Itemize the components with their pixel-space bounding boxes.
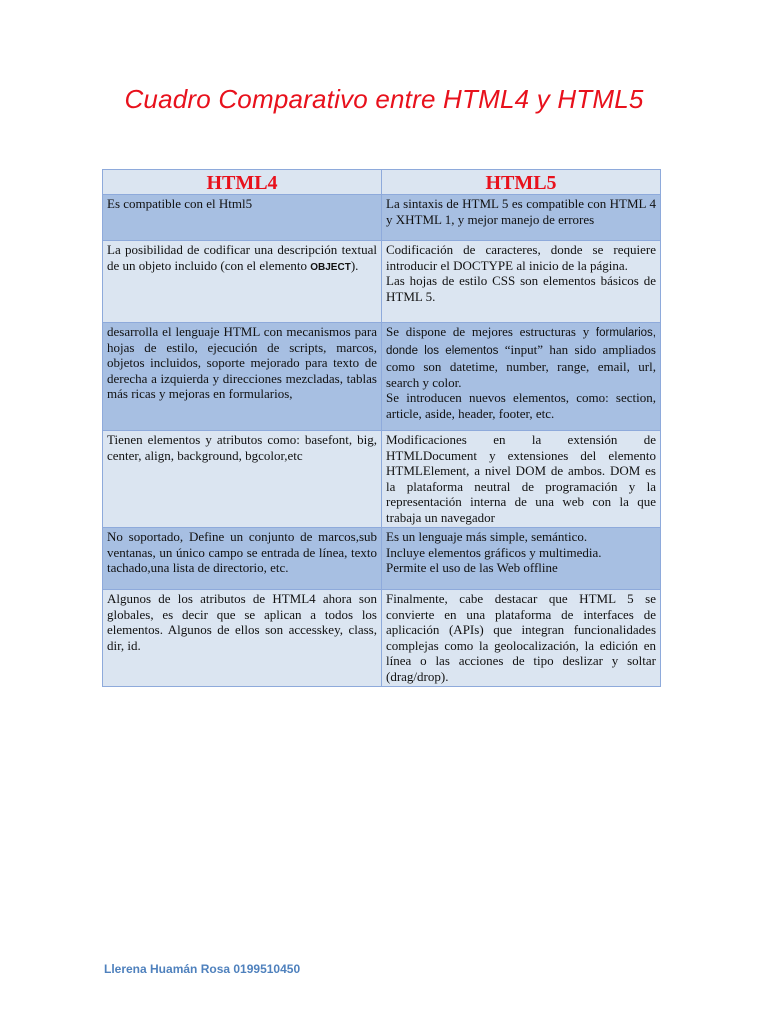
footer-author: Llerena Huamán Rosa 0199510450 bbox=[104, 962, 301, 976]
cell-html4 bbox=[103, 241, 382, 323]
cell-text-sans: formularios, donde los elementos bbox=[386, 327, 656, 357]
header-html4: HTML4 bbox=[103, 170, 382, 195]
cell-html4: desarrolla el lenguaje HTML con mecanismos para hojas de estilo, ejecución de scripts, marcos, objetos incluidos, soporte mejorado para texto de derecha a izquierda y direcciones mezcladas, tablas más ricas y mejoras en formularios, bbox=[103, 323, 382, 431]
cell-line: Permite el uso de las Web offline bbox=[386, 560, 558, 575]
table-row bbox=[103, 431, 661, 528]
table-row bbox=[103, 528, 661, 590]
cell-html5: Modificaciones en la extensión de HTMLDocument y extensiones del elemento HTMLElement, a nivel DOM de ambos. DOM es la plataforma neutral de programación y la representación interna de una web con la que trabaja un navegador bbox=[382, 431, 661, 528]
cell-text: ). bbox=[350, 257, 359, 273]
cell-html4: Tienen elementos y atributos como: basefont, big, center, align, background, bgcolor,etc bbox=[103, 431, 382, 528]
cell-html5 bbox=[382, 528, 661, 590]
cell-html5 bbox=[382, 323, 661, 431]
table-row bbox=[103, 323, 661, 431]
comparison-table bbox=[102, 169, 661, 687]
cell-line: Es un lenguaje más simple, semántico. bbox=[386, 529, 588, 544]
document-title: Cuadro Comparativo entre HTML4 y HTML5 bbox=[124, 84, 644, 114]
cell-html4: Es compatible con el Html5 bbox=[103, 195, 382, 241]
cell-line: Incluye elementos gráficos y multimedia. bbox=[386, 544, 602, 560]
cell-html5: La sintaxis de HTML 5 es compatible con HTML 4 y XHTML 1, y mejor manejo de errores bbox=[382, 195, 661, 241]
cell-line: Codificación de caracteres, donde se requiere introducir el DOCTYPE al inicio de la página. bbox=[386, 242, 656, 273]
cell-text: “input” han sido ampliados como son datetime, number, range, email, url, search y color. bbox=[386, 341, 656, 390]
cell-text: La posibilidad de codificar una descripción textual de un objeto incluido (con el elemento bbox=[107, 242, 377, 273]
cell-line bbox=[386, 324, 656, 390]
cell-html4: Algunos de los atributos de HTML4 ahora son globales, es decir que se aplican a todos los elementos. Algunos de ellos son accesskey, class, dir, id. bbox=[103, 590, 382, 687]
cell-html5: Finalmente, cabe destacar que HTML 5 se convierte en una plataforma de interfaces de aplicación (APIs) que integran funcionalidades complejas como la geolocalización, la edición en línea o las acciones de tipo deslizar y soltar (drag/drop). bbox=[382, 590, 661, 687]
cell-line: Las hojas de estilo CSS son elementos básicos de HTML 5. bbox=[386, 273, 656, 304]
table-row bbox=[103, 590, 661, 687]
table-header-row bbox=[103, 170, 661, 195]
cell-html4: No soportado, Define un conjunto de marcos,sub ventanas, un único campo se entrada de línea, texto tachado,una lista de directorio, etc. bbox=[103, 528, 382, 590]
cell-html5 bbox=[382, 241, 661, 323]
cell-text: Se dispone de mejores estructuras y bbox=[386, 324, 590, 339]
header-html5: HTML5 bbox=[382, 170, 661, 195]
table-row bbox=[103, 241, 661, 323]
cell-line: Se introducen nuevos elementos, como: section, article, aside, header, footer, etc. bbox=[386, 390, 656, 421]
code-text: OBJECT bbox=[310, 261, 351, 273]
table-row bbox=[103, 195, 661, 241]
